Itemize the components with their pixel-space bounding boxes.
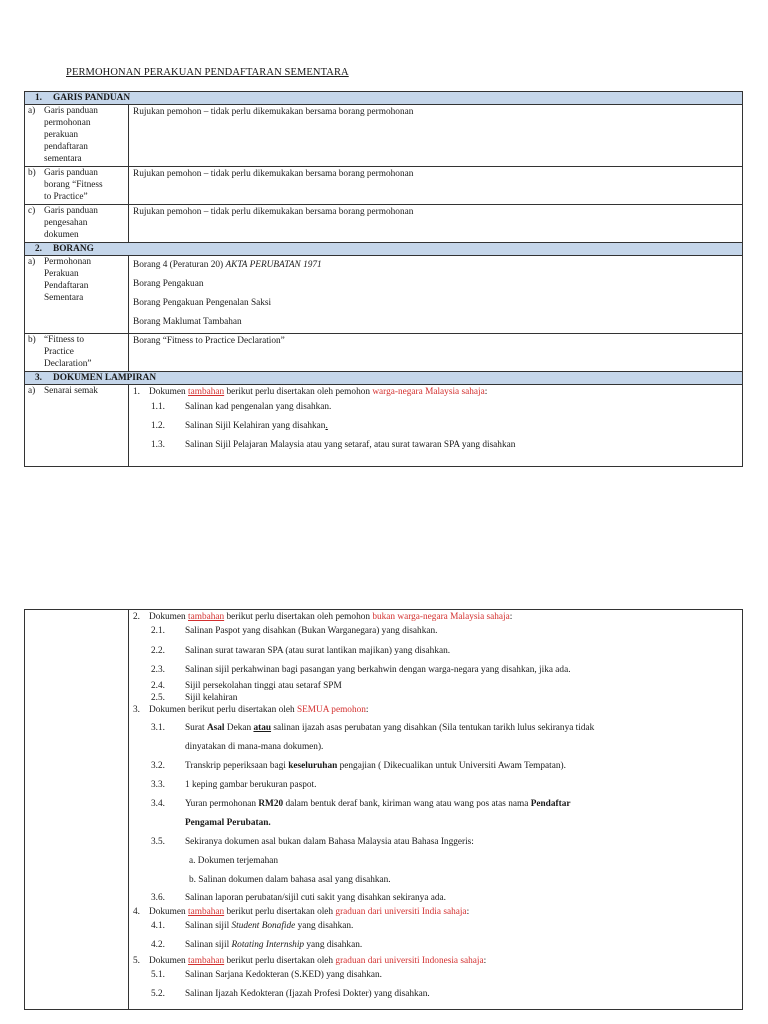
section-header-borang: 2. BORANG bbox=[25, 243, 743, 256]
sub-item: 3.2. Transkrip peperiksaan bagi keseluruhan pengajian ( Dikecualikan untuk Universiti Awam Tempatan). bbox=[151, 761, 566, 771]
sub-item: 4.1. Salinan sijil Student Bonafide yang disahkan. bbox=[151, 921, 354, 931]
sub-sub-item: a. Dokumen terjemahan bbox=[189, 856, 279, 866]
garis-a-note: Rujukan pemohon – tidak perlu dikemukakan bersama borang permohonan bbox=[129, 105, 743, 167]
row-garis-a: a) Garis panduan permohonan perakuan pendaftaran sementara Rujukan pemohon – tidak perlu dikemukakan bersama borang permohonan bbox=[25, 105, 743, 167]
garis-c-note: Rujukan pemohon – tidak perlu dikemukakan bersama borang permohonan bbox=[129, 205, 743, 243]
sub-item: 2.4. Sijil persekolahan tinggi atau setaraf SPM bbox=[151, 681, 342, 691]
list-item-5: 5. Dokumen tambahan berikut perlu disertakan oleh graduan dari universiti Indonesia sahaja: bbox=[133, 956, 487, 966]
row-lampiran-a: a) Senarai semak 1. Dokumen tambahan berikut perlu disertakan oleh pemohon warga-negara Malaysia sahaja: 1.1. Salinan kad pengenalan yang disahkan. 1.2. Salinan Sijil Kelahiran yang disahkan. 1.3. Salinan Sijil Pelajaran Malaysia atau yang setaraf, atau surat tawaran SPA yang disahkan bbox=[25, 385, 743, 467]
sub-sub-item: b. Salinan dokumen dalam bahasa asal yang disahkan. bbox=[189, 875, 391, 885]
row-garis-b: b) Garis panduan borang “Fitness to Practice” Rujukan pemohon – tidak perlu dikemukakan bersama borang permohonan bbox=[25, 167, 743, 205]
garis-b-note: Rujukan pemohon – tidak perlu dikemukakan bersama borang permohonan bbox=[129, 167, 743, 205]
form-table-page1 bbox=[24, 91, 743, 467]
section-header-dokumen-lampiran: 3. DOKUMEN LAMPIRAN bbox=[25, 372, 743, 385]
sub-item: 2.2. Salinan surat tawaran SPA (atau surat lantikan majikan) yang disahkan. bbox=[151, 646, 451, 656]
borang-item: Borang Maklumat Tambahan bbox=[133, 317, 242, 327]
sub-item: 2.5. Sijil kelahiran bbox=[151, 693, 238, 703]
borang-item: Borang Pengakuan Pengenalan Saksi bbox=[133, 298, 272, 308]
borang-item: Borang Pengakuan bbox=[133, 279, 204, 289]
borang-item: Borang 4 (Peraturan 20) AKTA PERUBATAN 1971 bbox=[133, 260, 322, 270]
sub-item: 3.5. Sekiranya dokumen asal bukan dalam Bahasa Malaysia atau Bahasa Inggeris: bbox=[151, 837, 474, 847]
row-borang-a: a) Permohonan Perakuan Pendaftaran Sementara Borang 4 (Peraturan 20) AKTA PERUBATAN 1971 Borang Pengakuan Borang Pengakuan Pengenalan Saksi Borang Maklumat Tambahan bbox=[25, 256, 743, 334]
list-item-2: 2. Dokumen tambahan berikut perlu disertakan oleh pemohon bukan warga-negara Malaysia sahaja: bbox=[133, 612, 513, 622]
page-title: PERMOHONAN PERAKUAN PENDAFTARAN SEMENTARA bbox=[66, 67, 349, 78]
sub-item: 3.6. Salinan laporan perubatan/sijil cuti sakit yang disahkan sekiranya ada. bbox=[151, 893, 447, 903]
sub-item: 2.1. Salinan Paspot yang disahkan (Bukan Warganegara) yang disahkan. bbox=[151, 626, 438, 636]
sub-item: 4.2. Salinan sijil Rotating Internship yang disahkan. bbox=[151, 940, 363, 950]
list-item-4: 4. Dokumen tambahan berikut perlu disertakan oleh graduan dari universiti India sahaja: bbox=[133, 907, 470, 917]
list-item-1: 1. Dokumen tambahan berikut perlu disertakan oleh pemohon warga-negara Malaysia sahaja: bbox=[133, 387, 488, 397]
form-table-page2 bbox=[24, 609, 743, 1010]
sub-item: 3.3. 1 keping gambar berukuran paspot. bbox=[151, 780, 317, 790]
borang-b-text: Borang “Fitness to Practice Declaration” bbox=[129, 334, 743, 372]
sub-item: 1.2. Salinan Sijil Kelahiran yang disahkan. bbox=[151, 421, 328, 431]
list-item-3: 3. Dokumen berikut perlu disertakan oleh SEMUA pemohon: bbox=[133, 705, 369, 715]
sub-item: 3.1. Surat Asal Dekan atau salinan ijazah asas perubatan yang disahkan (Sila tentukan tarikh lulus sekiranya tidak dinyatakan di mana-mana dokumen). bbox=[151, 723, 595, 752]
sub-item: 5.2. Salinan Ijazah Kedokteran (Ijazah Profesi Dokter) yang disahkan. bbox=[151, 989, 430, 999]
sub-item: 2.3. Salinan sijil perkahwinan bagi pasangan yang berkahwin dengan warga-negara yang disahkan, jika ada. bbox=[151, 665, 571, 675]
sub-item: 1.3. Salinan Sijil Pelajaran Malaysia atau yang setaraf, atau surat tawaran SPA yang disahkan bbox=[151, 440, 516, 450]
section-header-garis-panduan: 1. GARIS PANDUAN bbox=[25, 92, 743, 105]
sub-item: 5.1. Salinan Sarjana Kedokteran (S.KED) yang disahkan. bbox=[151, 970, 382, 980]
row-garis-c: c) Garis panduan pengesahan dokumen Rujukan pemohon – tidak perlu dikemukakan bersama borang permohonan bbox=[25, 205, 743, 243]
sub-item: 1.1. Salinan kad pengenalan yang disahkan. bbox=[151, 402, 332, 412]
row-borang-b: b) “Fitness to Practice Declaration” Borang “Fitness to Practice Declaration” bbox=[25, 334, 743, 372]
sub-item: 3.4. Yuran permohonan RM20 dalam bentuk deraf bank, kiriman wang atau wang pos atas nama Pendaftar Pengamal Perubatan. bbox=[151, 799, 571, 828]
